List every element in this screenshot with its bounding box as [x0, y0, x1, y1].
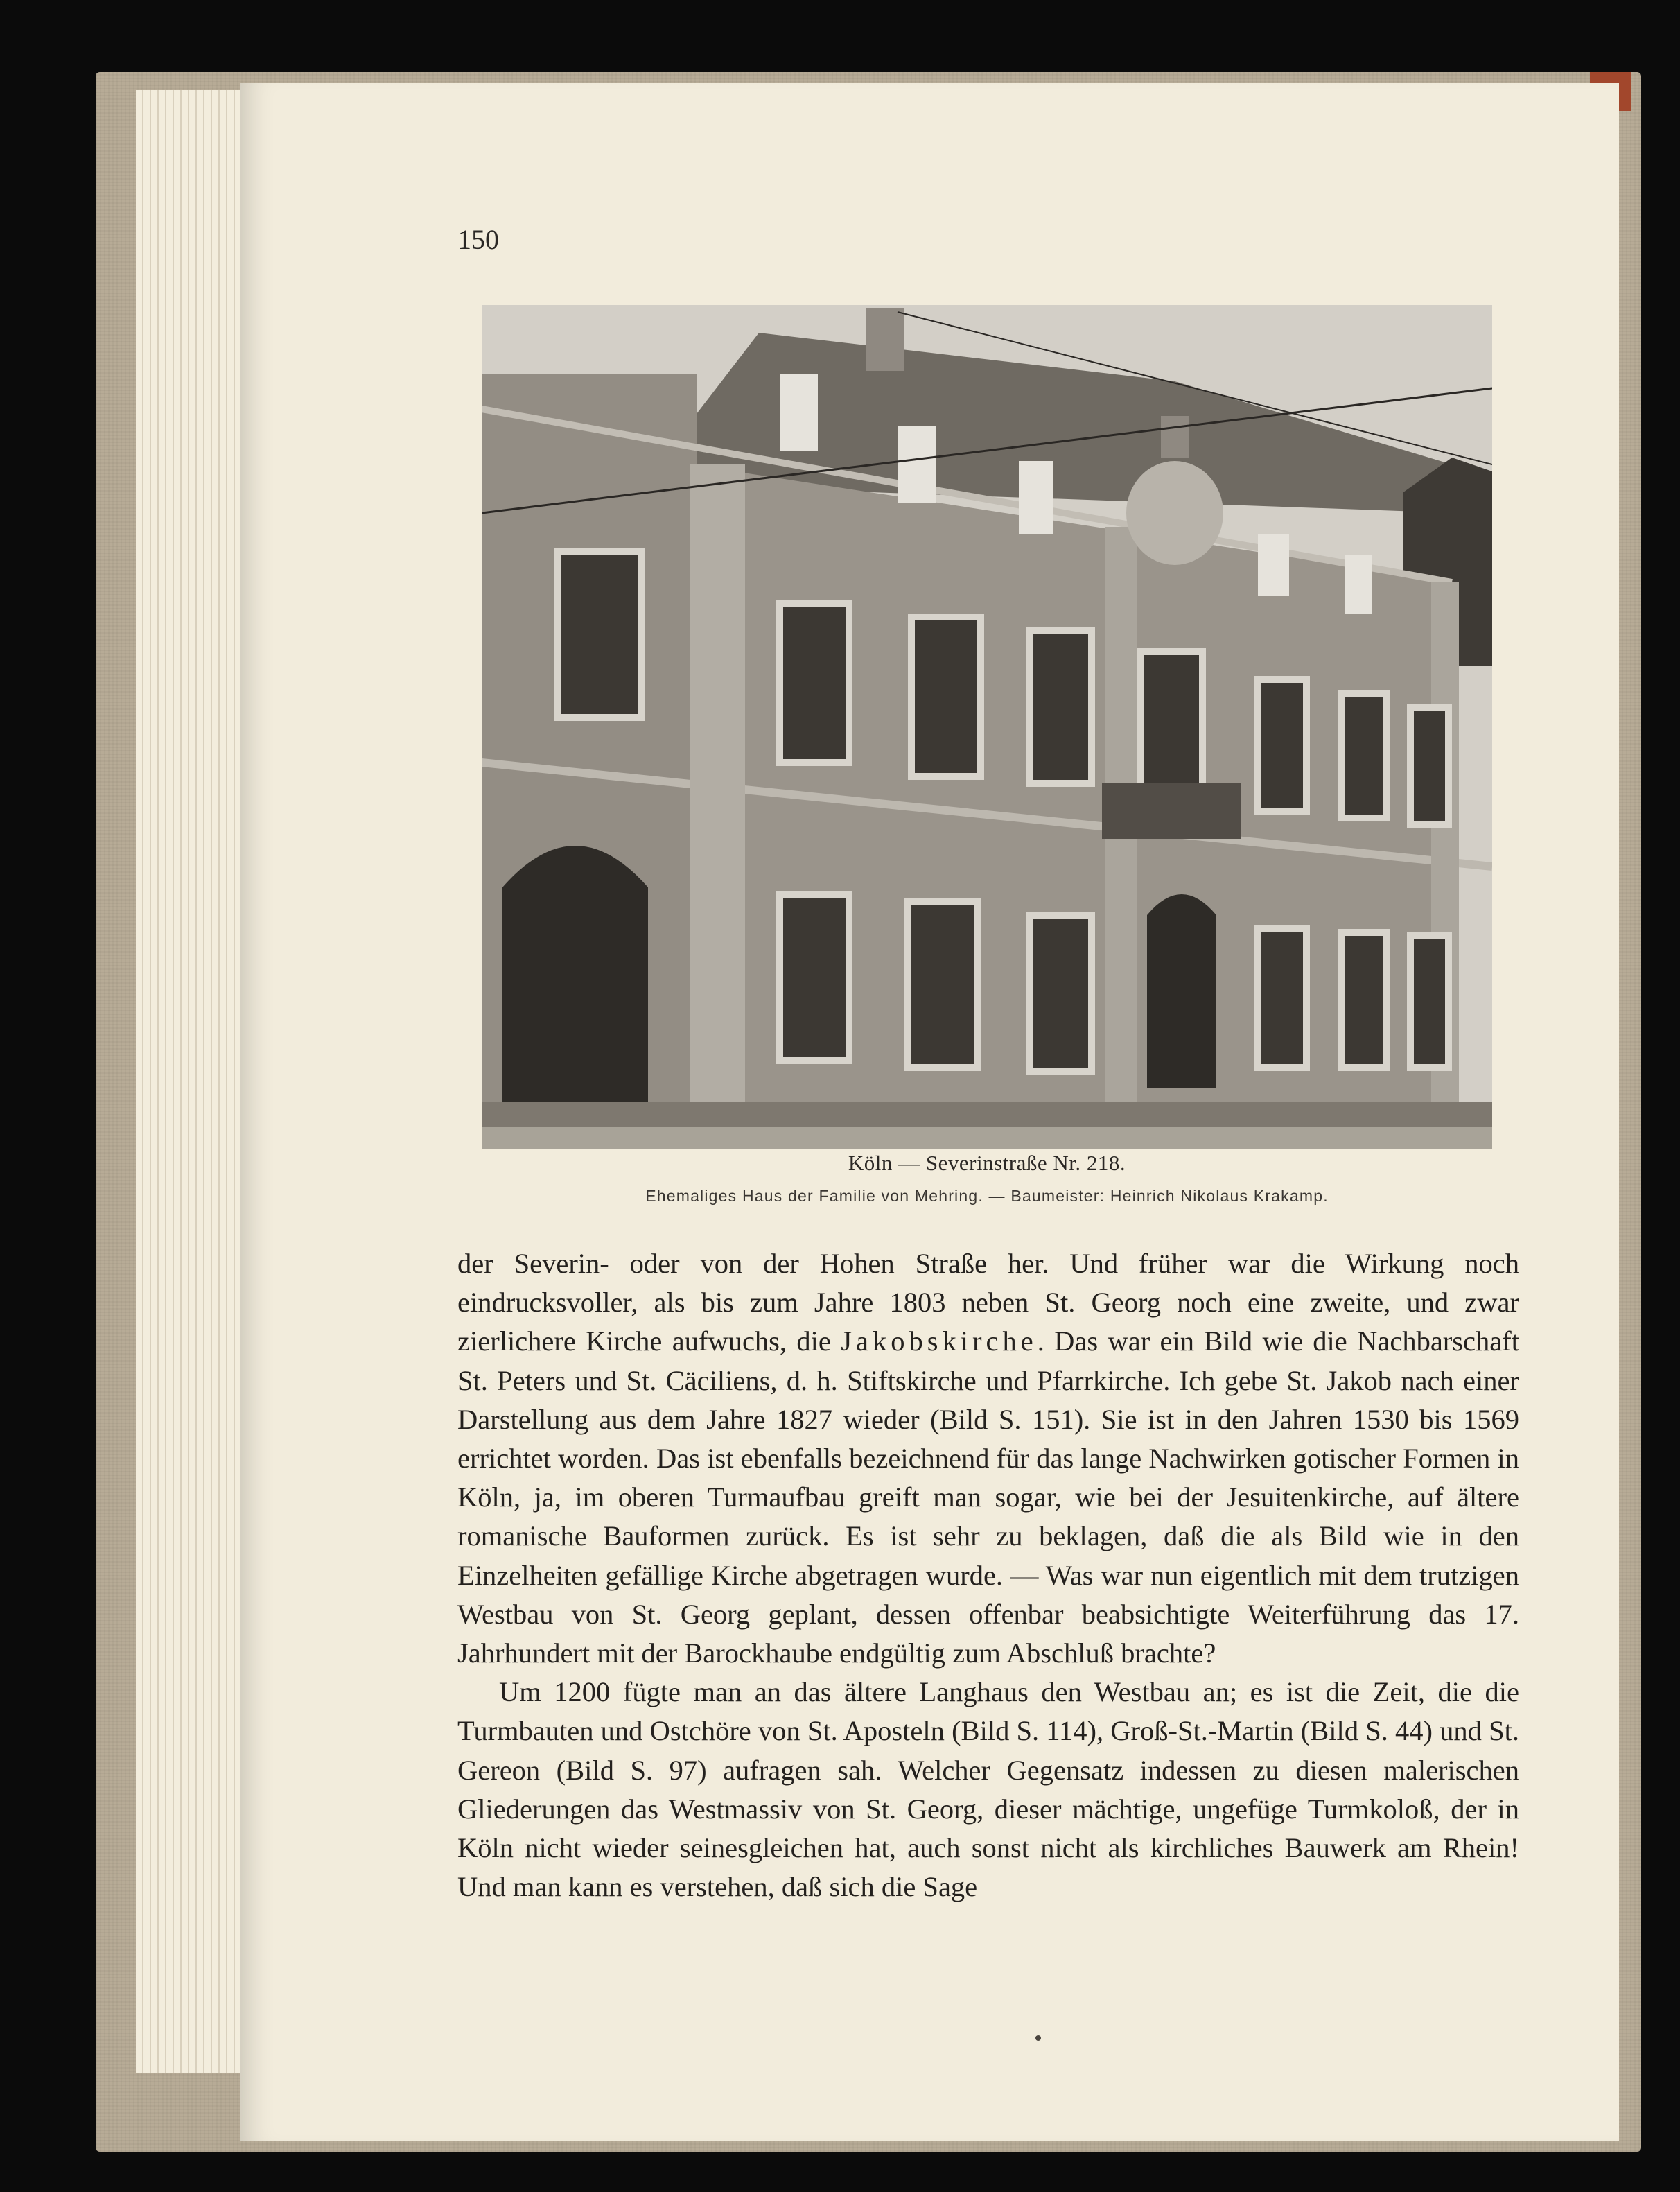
page-number: 150 [457, 224, 499, 255]
page-mark [1035, 2035, 1041, 2041]
body-text [457, 1244, 1519, 1906]
paragraph-2: Um 1200 fügte man an das ältere Langhaus den Westbau an; es ist die Zeit, die die Turmbauten und Ostchöre von St. Aposteln (Bild S. 114), Groß-St.-Martin (Bild S. 44) und St. Gereon (Bild S. 97) aufragen sah. Welcher Gegensatz indessen zu diesen malerischen Gliederungen das Westmassiv von St. Georg, dieser mächtige, ungefüge Turmkoloß, der in Köln nicht wieder seinesgleichen hat, auch sonst nicht als kirchliches Bauwerk am Rhein! Und man kann es verstehen, daß sich die Sage [457, 1676, 1519, 1903]
figure-subcaption: Ehemaliges Haus der Familie von Mehring. — Baumeister: Heinrich Nikolaus Krakamp. [645, 1187, 1329, 1205]
paragraph-1-end: . Das war ein Bild wie die Nachbarschaft St. Peters und St. Cäciliens, d. h. Stiftskirche und Pfarrkirche. Ich gebe St. Jakob nach einer Darstellung aus dem Jahre 1827 wieder (Bild S. 151). Sie ist in den Jahren 1530 bis 1569 errichtet worden. Das ist ebenfalls bezeichnend für das lange Nachwirken gotischer Formen in Köln, ja, im oberen Turmaufbau greift man sogar, wie bei der Jesuitenkirche, auf ältere romanische Bauformen zurück. Es ist sehr zu beklagen, daß die als Bild wie in den Einzelheiten gefällige Kirche abgetragen wurde. — Was war nun eigentlich mit dem trutzigen Westbau von St. Georg geplant, dessen offenbar beabsichtigte Weiterführung das 17. Jahrhundert mit der Barockhaube endgültig zum Abschluß brachte? [457, 1325, 1519, 1669]
paragraph-1-start: der Severin- oder von der Hohen Straße her. Und früher war die Wirkung noch eindrucksvoller, als bis zum Jahre 1803 neben St. Georg noch eine zweite, und zwar zierlichere Kirche aufwuchs, die [457, 1248, 1519, 1357]
emphasized-term: Jakobskirche [841, 1325, 1038, 1357]
building-photograph [482, 305, 1492, 1149]
figure-caption: Köln — Severinstraße Nr. 218. [848, 1151, 1126, 1175]
paragraph-1 [457, 1244, 1519, 1673]
page-edges [136, 90, 247, 2073]
